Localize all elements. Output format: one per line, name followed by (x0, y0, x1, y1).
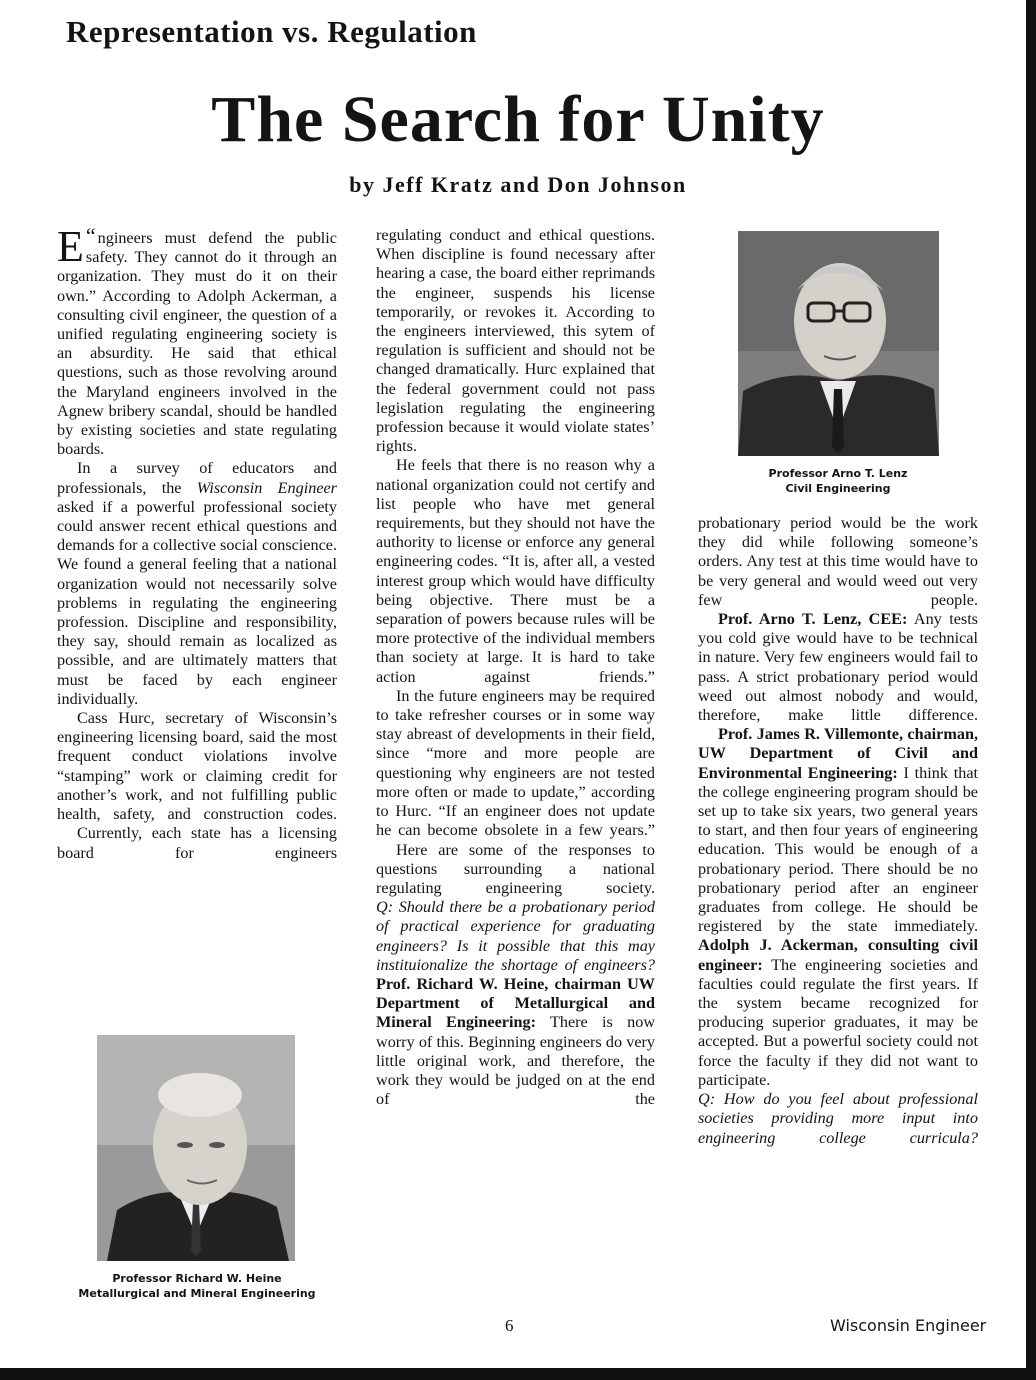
speaker-name: Prof. Arno T. Lenz, CEE: (718, 610, 908, 629)
paragraph-text: I think that the college engineering program should be set up to take six years, two general years to start, and then four years of engineering education. This would be enough of a probationary period. There should be no probationary period after an engineer graduates from college. He should be registered by the state immediately. (698, 763, 978, 936)
photo-caption-heine (57, 1271, 337, 1301)
question: Q: Should there be a probationary period of practical experience for graduating engineers? Is it possible that this may instituionalize the shortage of engineers? (376, 898, 655, 974)
paragraph: Currently, each state has a licensing board for engineers (57, 824, 337, 862)
paragraph-text: Any tests you cold give would have to be technical in nature. Very few engineers would fail to pass. A strict probationary period would weed out almost nobody and would, therefore, make little difference. (698, 610, 978, 725)
paragraph (376, 975, 655, 1109)
paragraph (57, 459, 337, 709)
paragraph (698, 610, 978, 725)
page-border-right (1026, 0, 1036, 1380)
paragraph-text: In a survey of educators and professionals, the (57, 459, 337, 497)
page-number: 6 (505, 1316, 514, 1335)
paragraph-text: The engineering societies and faculties could regulate the first years. If the system became recognized for producing superior graduates, it may be accepted. But a powerful society could not force the faculty if they did not want to participate. (698, 955, 978, 1089)
paragraph-text: There is now worry of this. Beginning engineers do very little original work, and therefore, the work they would be judged on at the end of the (376, 1013, 656, 1109)
section-kicker: Representation vs. Regulation (66, 14, 477, 49)
column-1 (57, 222, 337, 863)
paragraph-text: asked if a powerful professional society could answer recent ethical questions and demands for a collective social conscience. We found a general feeling that a national organization would not necessarily solve problems in regulating the engineering profession. Discipline and responsibility, they say, should remain as localized as possible, and are ultimately matters that must be faced by each engineer individually. (57, 497, 337, 708)
paragraph: Here are some of the responses to questions surrounding a national regulating engineering society. (376, 840, 655, 897)
column-2 (376, 226, 655, 1109)
open-quote: “ (85, 223, 98, 248)
paragraph: probationary period would be the work they did while following someone’s orders. Any test at this time would have to be very general and would weed out very few people. (698, 514, 978, 609)
speaker-name: Prof. Richard W. Heine, chairman UW Department of Metallurgical and Mineral Engineering: (376, 974, 655, 1032)
question: Q: How do you feel about professional societies providing more input into engineering college curricula? (698, 1090, 978, 1147)
paragraph: regulating conduct and ethical questions. When discipline is found necessary after hearing a case, the board either reprimands the engineer, suspends his license temporarily, or revokes it. According to the engineers interviewed, this sytem of regulation is sufficient and should not be changed dramatically. Hurc explained that the federal government could not pass legislation regulating the engineering profession because it would violate states’ rights. (376, 226, 655, 456)
paragraph: Cass Hurc, secretary of Wisconsin’s engineering licensing board, said the most frequent conduct violations involve “stamping” work or claiming credit for another’s work, and not fulfilling public health, safety, and construction codes. (57, 709, 337, 824)
caption-line: Civil Engineering (785, 482, 891, 495)
photo-caption-lenz (698, 466, 978, 496)
byline: by Jeff Kratz and Don Johnson (349, 172, 687, 197)
column-3 (698, 514, 978, 1148)
publication-footer: Wisconsin Engineer (830, 1316, 987, 1335)
portrait-heine-image (97, 1035, 295, 1261)
drop-cap: E (57, 222, 84, 271)
paragraph (57, 222, 337, 459)
paragraph (698, 936, 978, 1090)
page-border-bottom (0, 1368, 1036, 1380)
paragraph (698, 725, 978, 936)
paragraph-text: ngineers must defend the public safety. They cannot do it through an organization. They must do it on their own.” According to Adolph Ackerman, a consulting civil engineer, the question of a unified regulating engineering society is an absurdity. He said that ethical questions, such as those revolving around the Maryland engineers involved in the Agnew bribery scandal, should be handled by existing societies and state regulating boards. (57, 229, 337, 459)
caption-line: Professor Arno T. Lenz (768, 467, 908, 480)
paragraph: He feels that there is no reason why a national organization could not certify and list people who have met general requirements, but they should not have the authority to license or enforce any general engineering codes. “It is, after all, a vested interest group which would have difficulty being objective. There must be a separation of powers because rules will be more protective of the individual members than society at large. It is hard to take action against friends.” (376, 456, 655, 686)
photo-heine (97, 1035, 295, 1261)
speaker-name: Prof. James R. Villemonte, chairman, UW Department of Civil and Environmental Engineering: (698, 725, 978, 782)
paragraph: In the future engineers may be required to take refresher courses or in some way stay abreast of developments in their field, since “more and more people are questioning why engineers are not tested more often or made to update,” according to Hurc. “If an engineer does not update he can become obsolete in a few years.” (376, 686, 655, 840)
caption-line: Professor Richard W. Heine (112, 1272, 282, 1285)
speaker-name: Adolph J. Ackerman, consulting civil engineer: (698, 936, 978, 974)
article-title: The Search for Unity (211, 83, 825, 156)
photo-lenz (738, 231, 939, 456)
publication-name: Wisconsin Engineer (196, 478, 337, 497)
caption-line: Metallurgical and Mineral Engineering (78, 1287, 316, 1300)
portrait-lenz-image (738, 231, 939, 456)
